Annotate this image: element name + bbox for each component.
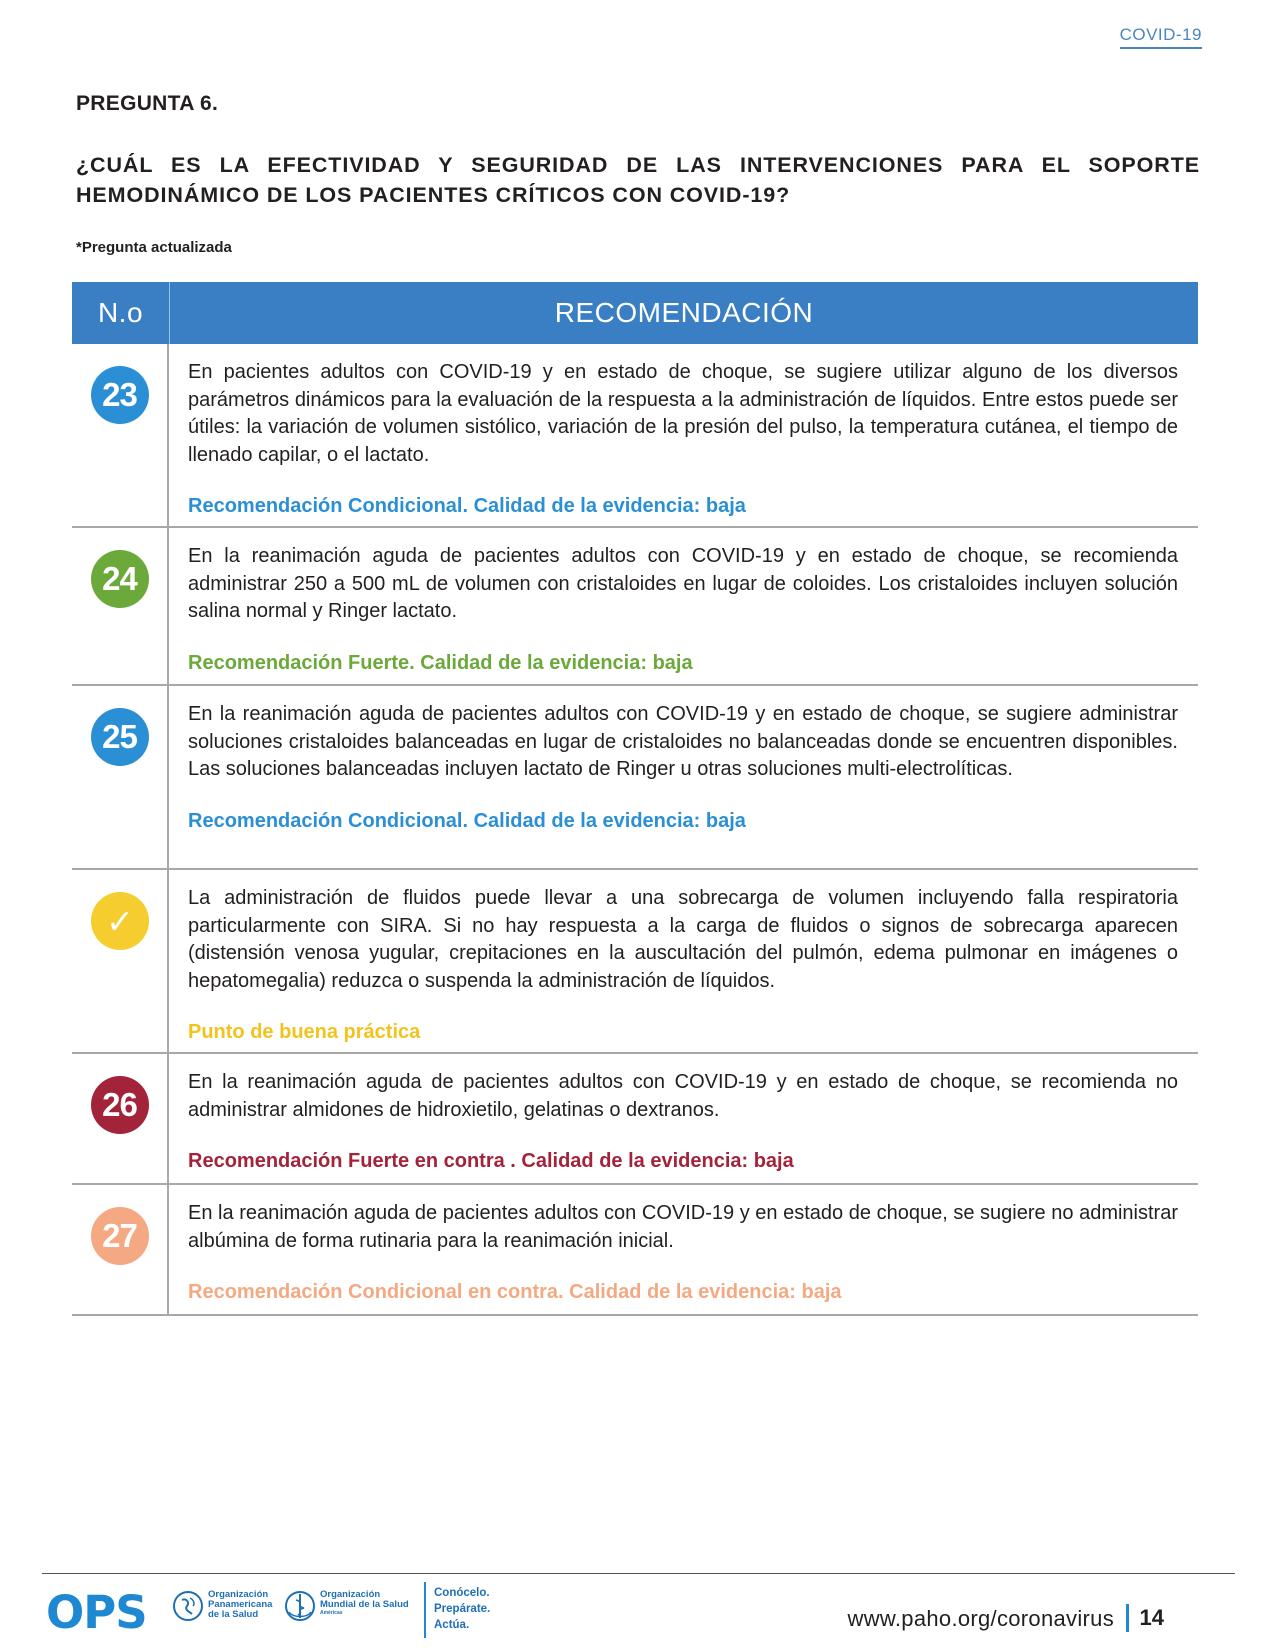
recommendation-strength: Recomendación Condicional en contra. Calidad de la evidencia: baja	[188, 1281, 842, 1303]
recommendation-badge: ✓	[91, 892, 149, 950]
column-header-number: N.o	[72, 282, 170, 344]
row-text-cell	[169, 344, 1198, 526]
tagline-line2: Prepárate.	[434, 1603, 491, 1615]
table-row	[72, 528, 1198, 686]
tagline-line3: Actúa.	[434, 1619, 470, 1631]
tagline-divider	[424, 1582, 426, 1638]
recommendation-text: La administración de fluidos puede llevar a una sobrecarga de volumen incluyendo falla respiratoria particularmente con SIRA. Si no hay respuesta a la carga de fluidos o signos de sobrecarga aparecen (distensión venosa yugular, crepitaciones en la auscultación del pulmón, edema pulmonar en imágenes o hepatomegalia) reduzca o suspenda la administración de líquidos.	[188, 887, 1178, 992]
recommendation-badge: 25	[91, 708, 149, 766]
row-text-cell	[169, 1054, 1198, 1183]
recommendation-text: En la reanimación aguda de pacientes adultos con COVID-19 y en estado de choque, se sugiere no administrar albúmina de forma rutinaria para la reanimación inicial.	[188, 1202, 1178, 1252]
question-title: ¿CUÁL ES LA EFECTIVIDAD Y SEGURIDAD DE LAS INTERVENCIONES PARA EL SOPORTE HEMODINÁMICO DE LOS PACIENTES CRÍTICOS CON COVID-19?	[76, 153, 1200, 207]
paho-name-line2: Panamericana	[208, 1599, 273, 1610]
recommendation-text: En la reanimación aguda de pacientes adultos con COVID-19 y en estado de choque, se recomienda administrar 250 a 500 mL de volumen con cristaloides en lugar de coloides. Los cristaloides incluyen solución salina normal y Ringer lactato.	[188, 545, 1178, 622]
paho-emblem-icon	[172, 1590, 204, 1622]
who-emblem-icon	[284, 1590, 316, 1622]
table-header	[72, 282, 1198, 344]
row-text-cell	[169, 528, 1198, 684]
row-number-cell	[72, 344, 169, 526]
row-number-cell	[72, 1054, 169, 1183]
ops-logo: OPS	[46, 1586, 147, 1639]
table-row	[72, 686, 1198, 870]
footer-divider	[42, 1573, 1235, 1574]
who-name-line2: Mundial de la Salud	[320, 1599, 409, 1610]
who-name-line3: Américas	[320, 1610, 343, 1616]
recommendation-strength: Punto de buena práctica	[188, 1021, 421, 1043]
recommendation-badge: 23	[91, 366, 149, 424]
footer	[44, 1580, 1234, 1640]
recommendation-badge: 27	[91, 1207, 149, 1265]
page-number: 14	[1139, 1605, 1164, 1630]
row-text-cell	[169, 686, 1198, 868]
recommendation-text: En pacientes adultos con COVID-19 y en estado de choque, se sugiere utilizar alguno de los diversos parámetros dinámicos para la evaluación de la respuesta a la administración de líquidos. Entre estos puede ser útiles: la variación de volumen sistólico, variación de la presión del pulso, la temperatura cutánea, el tiempo de llenado capilar, o el lactato.	[188, 361, 1178, 466]
who-org-block	[284, 1590, 409, 1622]
recommendations-table	[72, 282, 1198, 1316]
paho-name-line1: Organización	[208, 1589, 269, 1600]
who-name-line1: Organización	[320, 1589, 381, 1600]
header-tag: COVID-19	[1120, 25, 1202, 49]
paho-org-block	[172, 1590, 272, 1622]
tagline	[434, 1585, 490, 1633]
table-row	[72, 1054, 1198, 1185]
row-number-cell	[72, 686, 169, 868]
recommendation-strength: Recomendación Fuerte. Calidad de la evidencia: baja	[188, 651, 693, 674]
recommendation-text: En la reanimación aguda de pacientes adultos con COVID-19 y en estado de choque, se recomienda no administrar almidones de hidroxietilo, gelatinas o dextranos.	[188, 1071, 1178, 1121]
table-row	[72, 1185, 1198, 1316]
table-row	[72, 344, 1198, 528]
row-number-cell	[72, 528, 169, 684]
tagline-line1: Conócelo.	[434, 1587, 490, 1599]
row-text-cell	[169, 870, 1198, 1052]
table-body	[72, 344, 1198, 1316]
row-number-cell	[72, 1185, 169, 1314]
question-note: *Pregunta actualizada	[76, 239, 232, 256]
row-text-cell	[169, 1185, 1198, 1314]
column-header-recommendation: RECOMENDACIÓN	[554, 297, 814, 328]
recommendation-badge: 26	[91, 1076, 149, 1134]
recommendation-strength: Recomendación Fuerte en contra . Calidad de la evidencia: baja	[188, 1150, 794, 1172]
recommendation-strength: Recomendación Condicional. Calidad de la evidencia: baja	[188, 809, 746, 832]
table-row	[72, 870, 1198, 1054]
row-number-cell	[72, 870, 169, 1052]
recommendation-badge: 24	[91, 550, 149, 608]
recommendation-text: En la reanimación aguda de pacientes adultos con COVID-19 y en estado de choque, se sugiere administrar soluciones cristaloides balanceadas en lugar de cristaloides no balanceadas donde se encuentren disponibles. Las soluciones balanceadas incluyen lactato de Ringer u otras soluciones multi-electrolíticas.	[188, 703, 1178, 780]
paho-name-line3: de la Salud	[208, 1609, 259, 1620]
recommendation-strength: Recomendación Condicional. Calidad de la evidencia: baja	[188, 495, 746, 517]
website-url: www.paho.org/coronavirus	[847, 1606, 1114, 1631]
page-number-divider	[1126, 1604, 1129, 1632]
question-label: PREGUNTA 6.	[76, 92, 219, 115]
